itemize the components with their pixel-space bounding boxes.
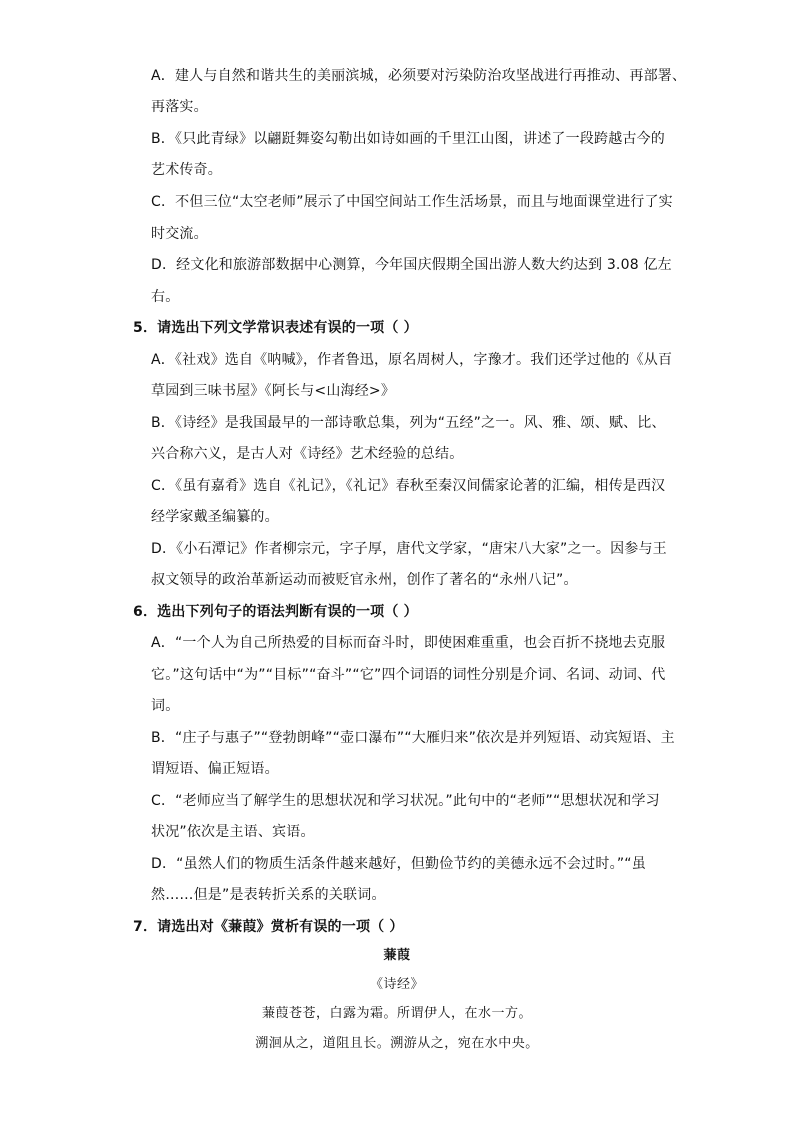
poem-source: 《诗经》: [369, 977, 424, 992]
q6-option-a-line2: 它。”这句话中“为”“目标”“奋斗”“它”四个词语的词性分别是介词、名词、动词、代: [151, 667, 666, 683]
q6-option-d-line2: 然……但是”是表转折关系的关联词。: [151, 887, 386, 903]
poem-line: 溯洄从之，道阻且长。溯游从之，宛在水中央。: [255, 1036, 539, 1051]
q4-option-c-line2: 时交流。: [151, 226, 208, 242]
q4-option-a-line1: A．建人与自然和谐共生的美丽滨城，必须要对污染防治攻坚战进行再推动、再部署、: [151, 68, 687, 84]
q6-option-d-line1: D．“虽然人们的物质生活条件越来越好，但勤俭节约的美德永远不会过时。”“虽: [151, 856, 646, 872]
q5-option-d-line1: D．《小石潭记》作者柳宗元，字子厚，唐代文学家，“唐宋八大家”之一。因参与王: [151, 541, 667, 557]
q4-option-a-line2: 再落实。: [151, 99, 208, 115]
q4-option-d-line2: 右。: [151, 289, 180, 305]
q4-option-b-line1: B．《只此青绿》以翩跹舞姿勾勒出如诗如画的千里江山图，讲述了一段跨越古今的: [151, 131, 666, 147]
poem-title: 蒹葭: [383, 948, 411, 963]
q4-option-d-line1: D．经文化和旅游部数据中心测算，今年国庆假期全国出游人数大约达到 3.08 亿左: [151, 257, 672, 273]
q5-option-a-line1: A．《社戏》选自《呐喊》，作者鲁迅，原名周树人，字豫才。我们还学过他的《从百: [151, 352, 673, 368]
q6-option-b-line1: B．“庄子与惠子”“登勃朗峰”“壶口瀑布”“大雁归来”依次是并列短语、动宾短语、主: [151, 730, 675, 746]
q5-option-a-line2: 草园到三味书屋》《阿长与<山海经>》: [151, 383, 396, 399]
q6-option-c-line2: 状况”依次是主语、宾语。: [151, 824, 315, 840]
q5-stem: 5．请选出下列文学常识表述有误的一项（ ）: [133, 320, 418, 336]
q6-stem: 6．选出下列句子的语法判断有误的一项（ ）: [133, 604, 418, 620]
poem-line: 蒹葭苍苍，白露为霜。所谓伊人，在水一方。: [261, 1006, 532, 1021]
q5-option-b-line2: 兴合称六义，是古人对《诗经》艺术经验的总结。: [151, 446, 464, 462]
q6-option-a-line3: 词。: [151, 698, 180, 714]
q4-option-c-line1: C．不但三位“太空老师”展示了中国空间站工作生活场景，而且与地面课堂进行了实: [151, 194, 673, 210]
q7-stem: 7．请选出对《蒹葭》赏析有误的一项（ ）: [133, 919, 404, 935]
q6-option-c-line1: C．“老师应当了解学生的思想状况和学习状况。”此句中的“老师”“思想状况和学习: [151, 793, 660, 809]
q5-option-c-line2: 经学家戴圣编纂的。: [151, 509, 279, 525]
q6-option-a-line1: A．“一个人为自己所热爱的目标而奋斗时，即使困难重重，也会百折不挠地去克服: [151, 635, 666, 651]
q5-option-c-line1: C．《虽有嘉肴》选自《礼记》，《礼记》春秋至秦汉间儒家论著的汇编，相传是西汉: [151, 478, 666, 494]
q6-option-b-line2: 谓短语、偏正短语。: [151, 761, 279, 777]
q5-option-d-line2: 叔文领导的政治革新运动而被贬官永州，创作了著名的“永州八记”。: [151, 572, 578, 588]
q5-option-b-line1: B．《诗经》是我国最早的一部诗歌总集，列为“五经”之一。风、雅、颂、赋、比、: [151, 415, 666, 431]
q4-option-b-line2: 艺术传奇。: [151, 162, 222, 178]
